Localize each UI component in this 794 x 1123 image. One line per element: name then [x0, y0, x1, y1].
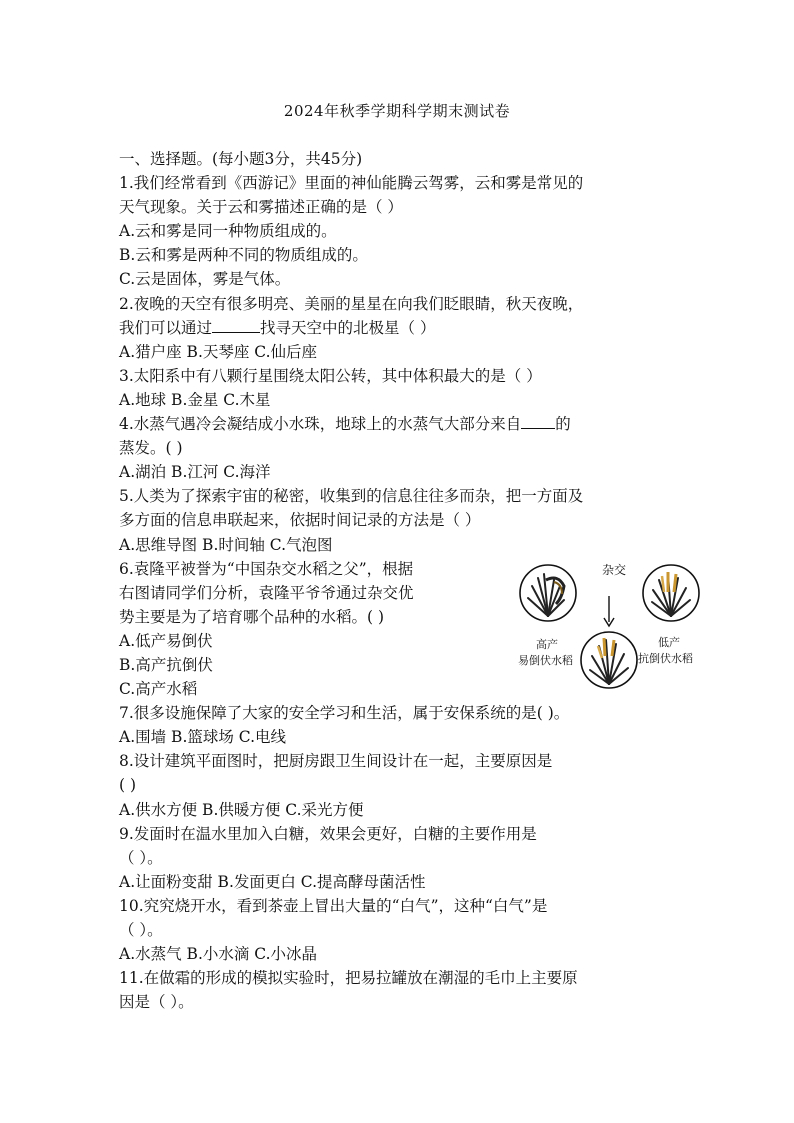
question-6-option-b: B.高产抗倒伏 [119, 655, 213, 674]
question-2-text-b: 找寻天空中的北极星（ ） [260, 318, 436, 337]
question-10-line-1: 10.究究烧开水，看到茶壶上冒出大量的“白气”，这种“白气”是 [119, 896, 548, 915]
question-2-options: A.猎户座 B.天琴座 C.仙后座 [119, 342, 318, 361]
question-9-line-2: （ ）。 [119, 848, 163, 867]
rice-plant-low-yield-icon [643, 565, 699, 621]
question-6-option-a: A.低产易倒伏 [119, 631, 213, 650]
question-9-line-1: 9.发面时在温水里加入白糖，效果会更好，白糖的主要作用是 [119, 824, 537, 843]
question-8-options: A.供水方便 B.供暖方便 C.采光方便 [119, 800, 364, 819]
question-3-options: A.地球 B.金星 C.木星 [119, 390, 271, 409]
question-7-line-1: 7.很多设施保障了大家的安全学习和生活，属于安保系统的是( )。 [119, 704, 570, 723]
question-5-options: A.思维导图 B.时间轴 C.气泡图 [119, 535, 333, 554]
question-1-option-a: A.云和雾是同一种物质组成的。 [119, 222, 337, 241]
section-heading: 一、选择题。(每小题3分，共45分) [119, 150, 363, 168]
question-2-line-1: 2.夜晚的天空有很多明亮、美丽的星星在向我们眨眼睛，秋天夜晚， [119, 294, 584, 313]
question-6-line-1: 6.袁隆平被誉为“中国杂交水稻之父”，根据 [119, 559, 414, 578]
rice-hybrid-figure [518, 556, 706, 692]
question-4-line-2: 蒸发。( ) [119, 439, 183, 458]
question-6-line-3: 势主要是为了培育哪个品种的水稻。( ) [119, 607, 385, 626]
right-label-line-2: 抗倒伏水稻 [638, 652, 693, 665]
question-11-line-2: 因是（ ）。 [119, 993, 194, 1012]
question-10-options: A.水蒸气 B.小水滴 C.小冰晶 [119, 945, 318, 964]
question-5-line-1: 5.人类为了探索宇宙的秘密，收集到的信息往往多而杂，把一方面及 [119, 487, 584, 506]
question-9-options: A.让面粉变甜 B.发面更白 C.提高酵母菌活性 [119, 872, 426, 891]
question-6-option-c: C.高产水稻 [119, 680, 198, 699]
question-2-text-a: 我们可以通过 [119, 318, 213, 337]
question-4-text-a: 4.水蒸气遇冷会凝结成小水珠，地球上的水蒸气大部分来自 [119, 415, 522, 434]
right-label-line-1: 低产 [658, 636, 680, 649]
left-label-line-2: 易倒伏水稻 [518, 654, 573, 667]
question-3-line-1: 3.太阳系中有八颗行星围绕太阳公转，其中体积最大的是（ ） [119, 366, 542, 385]
question-1-option-c: C.云是固体，雾是气体。 [119, 270, 291, 289]
question-8-line-2: ( ) [119, 776, 137, 795]
question-11-line-1: 11.在做霜的形成的模拟实验时，把易拉罐放在潮湿的毛巾上主要原 [119, 969, 578, 988]
page-title: 2024年秋季学期科学期末测试卷 [283, 102, 511, 120]
rice-plant-high-yield-icon [520, 565, 576, 621]
rice-plant-hybrid-icon [581, 632, 637, 688]
question-4-line-1 [119, 412, 689, 436]
question-5-line-2: 多方面的信息串联起来，依据时间记录的方法是（ ） [119, 511, 481, 530]
fill-blank [212, 316, 260, 333]
question-4-text-b: 的 [555, 415, 571, 434]
question-2-line-2 [119, 316, 689, 340]
left-label-line-1: 高产 [536, 638, 558, 651]
question-4-options: A.湖泊 B.江河 C.海洋 [119, 463, 271, 482]
question-1-line-2: 天气现象。关于云和雾描述正确的是（ ） [119, 198, 403, 217]
fill-blank [521, 412, 555, 429]
question-1-line-1: 1.我们经常看到《西游记》里面的神仙能腾云驾雾，云和雾是常见的 [119, 174, 584, 193]
question-7-options: A.围墙 B.篮球场 C.电线 [119, 728, 287, 747]
question-6-line-2: 右图请同学们分析，袁隆平爷爷通过杂交优 [119, 583, 414, 602]
question-8-line-1: 8.设计建筑平面图时，把厨房跟卫生间设计在一起，主要原因是 [119, 752, 553, 771]
question-10-line-2: （ ）。 [119, 921, 163, 939]
down-arrow-icon [604, 596, 614, 626]
question-1-option-b: B.云和雾是两种不同的物质组成的。 [119, 246, 368, 265]
cross-label: 杂交 [602, 563, 627, 577]
